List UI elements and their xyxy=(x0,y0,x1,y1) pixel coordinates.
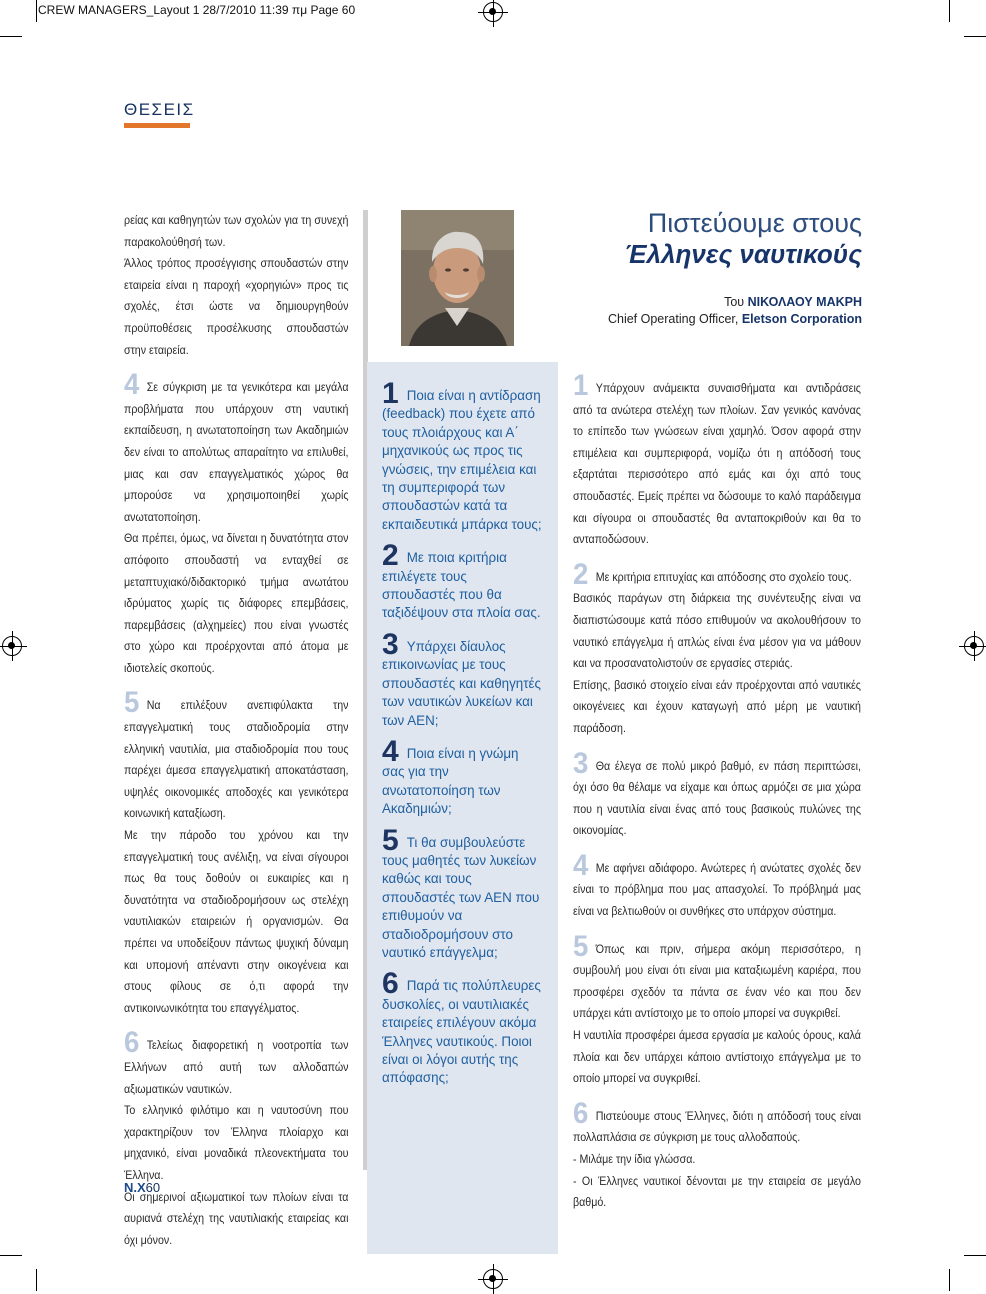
crop-mark xyxy=(964,36,986,37)
portrait-illustration xyxy=(401,210,514,346)
registration-mark-icon xyxy=(964,636,984,656)
author-role: Chief Operating Officer, xyxy=(607,312,742,326)
author-company: Eletson Corporation xyxy=(741,312,862,326)
answer-number: 2 xyxy=(573,557,589,591)
answer-number: 6 xyxy=(573,1096,589,1130)
right-column xyxy=(573,369,861,1214)
byline-prefix: Του xyxy=(724,295,748,309)
answer-paragraph: Το ελληνικό φιλότιμο και η ναυτοσύνη που χαρακτηρίζουν τον Έλληνα πλοίαρχο και μηχανικό, είναι μοναδικά πλεονεκτήματα του Έλληνα. xyxy=(124,1104,349,1182)
crop-mark xyxy=(964,1255,986,1256)
answer-paragraph: Θα πρέπει, όμως, να δίνεται η δυνατότητα στον απόφοιτο σπουδαστή να ενταχθεί σε μεταπτυχιακό/διδακτορικό τμήμα ανωτάτου ιδρύματος χωρίς τις διάφορες επεμβάσεις, παρεμβάσεις (αλχημείες) που είναι γνωστές στο χώρο και προέρχονται από άτομα με ιδιοτελείς σκοπούς. xyxy=(124,532,349,675)
question-item: 6 Παρά τις πολύπλευρες δυσκολίες, οι ναυτιλιακές εταιρείες επιλέγουν ακόμα Έλληνες ναυτικούς. Ποιοι είναι οι λόγοι αυτής της απόφασης; xyxy=(382,967,541,1086)
answer-paragraph: Επίσης, βασικό στοιχείο είναι εάν προέρχονται από ναυτικές οικογένειες και έχουν καταγωγή από μέρη με ναυτική παράδοση. xyxy=(573,678,861,735)
page-folio xyxy=(124,1180,160,1195)
question-number: 3 xyxy=(382,627,399,661)
headline-line-2: Έλληνες ναυτικούς xyxy=(624,239,862,269)
question-number: 1 xyxy=(382,377,399,410)
question-item: 3 Υπάρχει δίαυλος επικοινωνίας με τους σπουδαστές και καθηγητές των ναυτικών λυκείων και των ΑΕΝ; xyxy=(382,627,541,728)
registration-mark-icon xyxy=(483,1269,503,1289)
answer-paragraph: Βασικός παράγων στη διάρκεια της συνέντευξης είναι να διαπιστώσουμε κατά πόσο επιθυμούν να ακολουθήσουν το ναυτικό επάγγελμα ή απλώς είναι ένα μέσον για να μάθουν και να προσανατολιστούν σε εργασίες στεριάς. xyxy=(573,592,861,671)
question-number: 6 xyxy=(382,967,399,1001)
left-column xyxy=(124,210,348,1251)
answer-paragraph: 5 Όπως και πριν, σήμερα ακόμη περισσότερο, η συμβουλή μου είναι ότι είναι μια καταξιωμένη καριέρα, που προσφέρει σχεδόν τα πάντα σε έναν νέο και που δεν υπάρχει κάτι αντίστοιχο με το οποίο μπορεί να συγκριθεί. xyxy=(573,929,861,1021)
author-portrait-photo xyxy=(401,210,514,346)
print-slug: CREW MANAGERS_Layout 1 28/7/2010 11:39 πμ Page 60 xyxy=(38,3,356,17)
crop-mark xyxy=(0,36,22,37)
answer-paragraph: 6 Τελείως διαφορετική η νοοτροπία των Ελλήνων από αυτή των αλλοδαπών αξιωματικών ναυτικών. xyxy=(124,1026,349,1096)
question-item: 1 Ποια είναι η αντίδραση (feedback) που έχετε από τους πλοιάρχους και Α΄ μηχανικούς ως προς τις γνώσεις, την επιμέλεια και τη συμπεριφορά των σπουδαστών κατά τα εκπαιδευτικά μπάρκα τους; xyxy=(382,377,542,532)
answer-number: 5 xyxy=(124,686,140,720)
answer-paragraph: 1 Υπάρχουν ανάμεικτα συναισθήματα και αντιδράσεις από τα ανώτερα στελέχη των πλοίων. Σαν γενικός κανόνας το επίπεδο των γνώσεων είναι χαμηλό. Όσον αφορά στην επιμέλεια και συμπεριφορά, νομίζω ότι η απόδοσή τους εξαρτάται περισσότερο από εμάς και όχι από τους σπουδαστές. Εμείς πρέπει να δώσουμε το καλό παράδειγμα και σίγουρα οι σπουδαστές θα ανταποκριθούν και θα το ανταποδώσουν. xyxy=(573,369,861,547)
answer-paragraph: 5 Να επιλέξουν ανεπιφύλακτα την επαγγελματική τους σταδιοδρομία στην ελληνική ναυτιλία, μια σταδιοδρομία που τους παρέχει άμεσα επαγγελματική αποκατάσταση, υψηλές οικονομικές αποδοχές και γενικότερα κοινωνική καταξίωση. xyxy=(124,686,349,821)
answer-number: 3 xyxy=(573,746,589,780)
question-item: 4 Ποια είναι η γνώμη σας για την ανωτατοποίηση των Ακαδημιών; xyxy=(382,734,519,817)
answer-paragraph: 3 Θα έλεγα σε πολύ μικρό βαθμό, εν πάση περιπτώσει, όχι όσο θα θέλαμε να είχαμε και όπως αρμόζει σε μια χώρα που η ναυτιλία είναι ένας από τους βασικούς πυλώνες της οικονομίας. xyxy=(573,746,861,838)
intro-paragraph: Άλλος τρόπος προσέγγισης σπουδαστών στην εταιρεία είναι η παροχή «χορηγιών» προς τις σχολές, έτσι ώστε να δημιουργηθούν προϋποθέσεις προσέλκυσης σπουδαστών στην εταιρεία. xyxy=(124,257,349,357)
question-item: 5 Τι θα συμβουλεύστε τους μαθητές των λυκείων καθώς και τους σπουδαστές των ΑΕΝ που επιθυμούν να σταδιοδρομήσουν στο ναυτικό επάγγελμα; xyxy=(382,823,540,960)
page-number: 60 xyxy=(145,1180,161,1195)
answer-paragraph: - Μιλάμε την ίδια γλώσσα. xyxy=(573,1153,696,1166)
answer-paragraph: Η ναυτιλία προσφέρει άμεσα εργασία με καλούς όρους, καλά πλοία και δεν υπάρχει κάποιο αντίστοιχο επάγγελμα με το οποίο μπορεί να συγκριθεί. xyxy=(573,1029,861,1086)
byline xyxy=(608,294,862,328)
registration-mark-icon xyxy=(483,2,503,22)
answer-number: 5 xyxy=(573,929,589,963)
section-label: ΘΕΣΕΙΣ xyxy=(124,100,195,119)
answer-paragraph: Με την πάροδο του χρόνου και την επαγγελματική τους ανέλιξη, να είναι σίγουροι πως θα τους δοθούν οι ευκαιρίες και η δυνατότητα να σταδιοδρομήσουν ως στελέχη ναυτιλιακών εταιρειών ή οργανισμών. Θα πρέπει να υποδείξουν πάντως ψυχική δύναμη και υπομονή απέναντι στην οικογένεια και στους φίλους σε ό,τι αφορά την αντικοινωνικότητα του επαγγέλματος. xyxy=(124,829,349,1015)
crop-mark xyxy=(949,1269,950,1291)
article-headline xyxy=(624,208,862,270)
crop-mark xyxy=(0,1255,22,1256)
question-item: 2 Με ποια κριτήρια επιλέγετε τους σπουδαστές που θα ταξιδέψουν στα πλοία σας. xyxy=(382,539,541,621)
answer-paragraph: 2 Με κριτήρια επιτυχίας και απόδοσης στο σχολείο τους. xyxy=(573,557,852,591)
section-underline xyxy=(124,123,190,128)
answer-paragraph: 6 Πιστεύουμε στους Έλληνες, διότι η απόδοσή τους είναι πολλαπλάσια σε σύγκριση με τους αλλοδαπούς. xyxy=(573,1096,861,1145)
magazine-brand: N.X xyxy=(124,1180,146,1195)
answer-paragraph: 4 Σε σύγκριση με τα γενικότερα και μεγάλα προβλήματα που υπάρχουν στη ναυτική εκπαίδευση, η ανωτατοποίηση των Ακαδημιών δεν είναι το απολύτως απαραίτητο να επιλυθεί, μιας και σαν επαγγελματικός χώρος θα μπορούσε να χρησιμοποιηθεί χωρίς ανωτατοποίηση. xyxy=(124,368,349,524)
answer-number: 6 xyxy=(124,1026,140,1060)
questions-list xyxy=(382,377,542,1100)
answer-paragraph: 4 Με αφήνει αδιάφορο. Ανώτερες ή ανώτατες σχολές δεν είναι το πρόβλημα που μας απασχολεί. Το πρόβλημά μας είναι να βελτιωθούν οι συνθήκες στο υπάρχον σύστημα. xyxy=(573,848,861,919)
crop-mark xyxy=(36,1269,37,1291)
answer-number: 4 xyxy=(124,368,140,402)
question-number: 2 xyxy=(382,539,399,573)
registration-mark-icon xyxy=(2,636,22,656)
intro-paragraph: ρείας και καθηγητών των σχολών για τη συνεχή παρακολούθησή των. xyxy=(124,214,349,249)
answer-number: 1 xyxy=(573,369,589,402)
answer-paragraph: - Οι Έλληνες ναυτικοί δένονται με την εταιρεία σε μεγάλο βαθμό. xyxy=(573,1174,861,1210)
crop-mark xyxy=(36,0,37,22)
answer-paragraph: Οι σημερινοί αξιωματικοί των πλοίων είναι τα αυριανά στελέχη της ναυτιλιακής εταιρείας και όχι μόνον. xyxy=(124,1190,349,1247)
answer-number: 4 xyxy=(573,848,589,882)
headline-line-1: Πιστεύουμε στους xyxy=(647,208,862,238)
crop-mark xyxy=(949,0,950,22)
question-number: 4 xyxy=(382,734,399,768)
author-name: ΝΙΚΟΛΑΟΥ ΜΑΚΡΗ xyxy=(747,295,862,309)
question-number: 5 xyxy=(382,823,399,857)
